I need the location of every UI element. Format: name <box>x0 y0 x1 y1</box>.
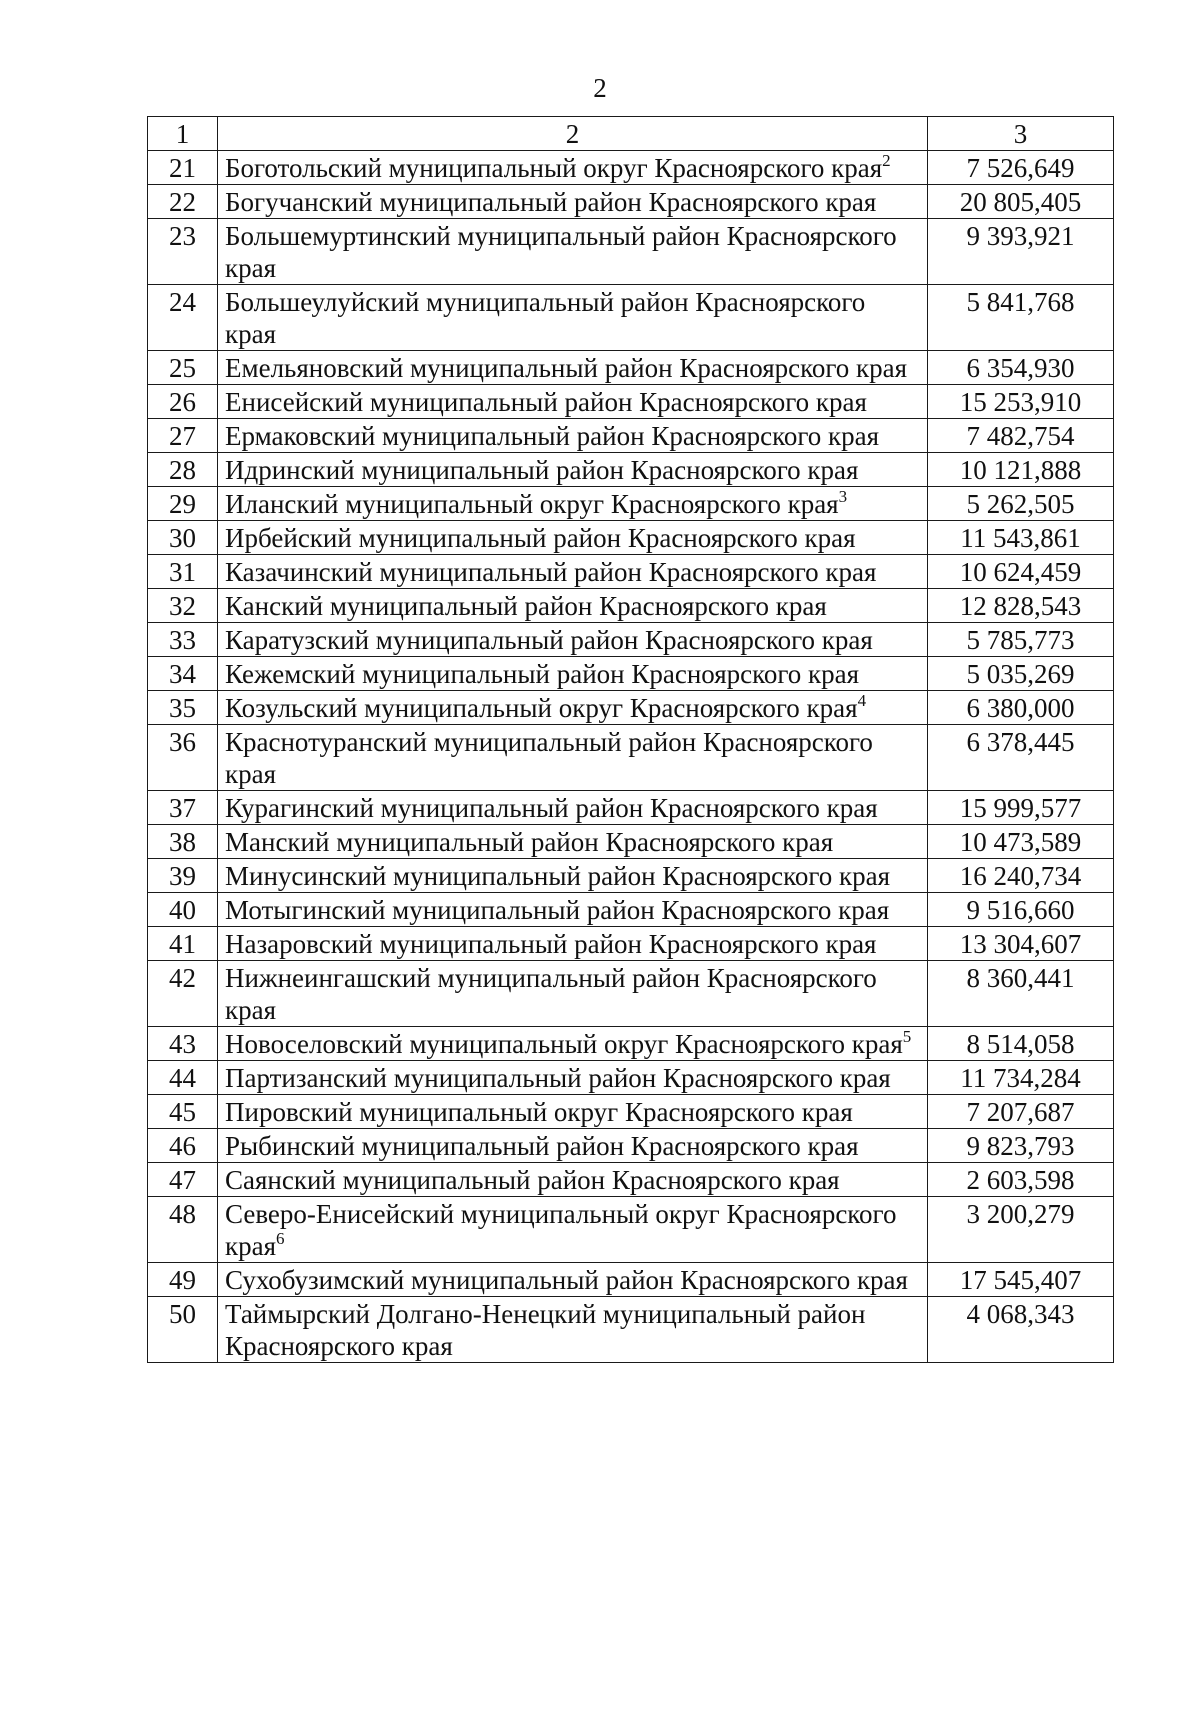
municipality-name-cell <box>218 1027 928 1061</box>
municipality-name-cell <box>218 285 928 351</box>
amount-value-cell: 17 545,407 <box>928 1263 1114 1297</box>
municipality-name-cell <box>218 521 928 555</box>
table-row <box>148 859 1114 893</box>
page-number: 2 <box>593 73 607 103</box>
municipality-name-cell <box>218 219 928 285</box>
table-row <box>148 419 1114 453</box>
row-number-cell: 43 <box>148 1027 218 1061</box>
municipality-name-cell <box>218 825 928 859</box>
amount-value-cell: 11 543,861 <box>928 521 1114 555</box>
municipality-name: Пировский муниципальный округ Красноярского края <box>225 1097 853 1127</box>
row-number-cell: 23 <box>148 219 218 285</box>
municipality-name: Большеулуйский муниципальный район Красноярского края <box>225 287 866 349</box>
municipality-name: Ермаковский муниципальный район Красноярского края <box>225 421 880 451</box>
table-row <box>148 151 1114 185</box>
amount-value-cell: 9 393,921 <box>928 219 1114 285</box>
row-number-cell: 50 <box>148 1297 218 1363</box>
row-number-cell: 39 <box>148 859 218 893</box>
footnote-marker: 3 <box>838 487 848 506</box>
amount-value-cell: 10 121,888 <box>928 453 1114 487</box>
table-row <box>148 825 1114 859</box>
row-number-cell: 36 <box>148 725 218 791</box>
municipality-name-cell <box>218 487 928 521</box>
amount-value-cell: 7 207,687 <box>928 1095 1114 1129</box>
row-number-cell: 40 <box>148 893 218 927</box>
footnote-marker: 6 <box>276 1229 285 1248</box>
amount-value-cell: 11 734,284 <box>928 1061 1114 1095</box>
municipality-name: Манский муниципальный район Красноярского края <box>225 827 834 857</box>
municipality-name-cell <box>218 657 928 691</box>
amount-value-cell: 10 473,589 <box>928 825 1114 859</box>
table-row <box>148 1263 1114 1297</box>
municipality-name: Большемуртинский муниципальный район Красноярского края <box>225 221 897 283</box>
municipality-name: Ирбейский муниципальный район Красноярского края <box>225 523 856 553</box>
row-number-cell: 34 <box>148 657 218 691</box>
municipality-name-cell <box>218 453 928 487</box>
table-row <box>148 219 1114 285</box>
amount-value-cell: 5 262,505 <box>928 487 1114 521</box>
amount-value-cell: 6 378,445 <box>928 725 1114 791</box>
amount-value-cell: 9 823,793 <box>928 1129 1114 1163</box>
municipality-name-cell <box>218 1061 928 1095</box>
amount-value-cell: 20 805,405 <box>928 185 1114 219</box>
amount-value-cell: 15 253,910 <box>928 385 1114 419</box>
municipality-name-cell <box>218 185 928 219</box>
header-cell-value: 3 <box>928 117 1114 151</box>
municipality-name: Северо-Енисейский муниципальный округ Красноярского края <box>225 1199 897 1261</box>
table-row <box>148 285 1114 351</box>
municipality-name-cell <box>218 589 928 623</box>
municipality-name: Рыбинский муниципальный район Красноярского края <box>225 1131 859 1161</box>
municipality-name: Таймырский Долгано-Ненецкий муниципальный район Красноярского края <box>225 1299 866 1361</box>
municipality-name: Енисейский муниципальный район Красноярского края <box>225 387 867 417</box>
row-number-cell: 44 <box>148 1061 218 1095</box>
municipality-name: Назаровский муниципальный район Красноярского края <box>225 929 877 959</box>
table-row <box>148 657 1114 691</box>
table-body <box>148 117 1114 1363</box>
amount-value-cell: 8 360,441 <box>928 961 1114 1027</box>
table-row <box>148 351 1114 385</box>
municipality-name-cell <box>218 351 928 385</box>
row-number-cell: 41 <box>148 927 218 961</box>
table-row <box>148 623 1114 657</box>
municipality-name-cell <box>218 1095 928 1129</box>
municipality-name-cell <box>218 893 928 927</box>
footnote-marker: 5 <box>902 1027 912 1046</box>
municipality-name: Саянский муниципальный район Красноярского края <box>225 1165 840 1195</box>
municipality-name: Краснотуранский муниципальный район Красноярского края <box>225 727 873 789</box>
municipality-name-cell <box>218 691 928 725</box>
municipality-name: Богучанский муниципальный район Красноярского края <box>225 187 877 217</box>
municipality-name-cell <box>218 927 928 961</box>
table-row <box>148 589 1114 623</box>
amount-value-cell: 7 526,649 <box>928 151 1114 185</box>
municipality-name-cell <box>218 1297 928 1363</box>
municipality-name-cell <box>218 1197 928 1263</box>
municipality-name: Козульский муниципальный округ Красноярского края <box>225 693 858 723</box>
municipality-name: Казачинский муниципальный район Красноярского края <box>225 557 877 587</box>
municipality-name: Иланский муниципальный округ Красноярского края <box>225 489 839 519</box>
amount-value-cell: 5 785,773 <box>928 623 1114 657</box>
row-number-cell: 37 <box>148 791 218 825</box>
municipality-name-cell <box>218 859 928 893</box>
row-number-cell: 21 <box>148 151 218 185</box>
table-row <box>148 927 1114 961</box>
row-number-cell: 49 <box>148 1263 218 1297</box>
row-number-cell: 35 <box>148 691 218 725</box>
amount-value-cell: 5 841,768 <box>928 285 1114 351</box>
municipality-name: Новоселовский муниципальный округ Красноярского края <box>225 1029 903 1059</box>
municipality-name: Минусинский муниципальный район Красноярского края <box>225 861 891 891</box>
amount-value-cell: 13 304,607 <box>928 927 1114 961</box>
amount-value-cell: 4 068,343 <box>928 1297 1114 1363</box>
municipality-name-cell <box>218 1263 928 1297</box>
row-number-cell: 33 <box>148 623 218 657</box>
municipality-name-cell <box>218 1129 928 1163</box>
table-row <box>148 961 1114 1027</box>
row-number-cell: 27 <box>148 419 218 453</box>
row-number-cell: 32 <box>148 589 218 623</box>
table-row <box>148 1027 1114 1061</box>
municipality-name: Нижнеингашский муниципальный район Красноярского края <box>225 963 877 1025</box>
table-row <box>148 453 1114 487</box>
municipality-name: Партизанский муниципальный район Красноярского края <box>225 1063 891 1093</box>
footnote-marker: 2 <box>882 151 891 170</box>
table-row <box>148 1297 1114 1363</box>
municipality-name: Каратузский муниципальный район Красноярского края <box>225 625 873 655</box>
row-number-cell: 22 <box>148 185 218 219</box>
amount-value-cell: 6 380,000 <box>928 691 1114 725</box>
municipality-name-cell <box>218 1163 928 1197</box>
municipality-name: Сухобузимский муниципальный район Красноярского края <box>225 1265 908 1295</box>
municipality-name-cell <box>218 385 928 419</box>
amount-value-cell: 7 482,754 <box>928 419 1114 453</box>
municipality-name: Мотыгинский муниципальный район Красноярского края <box>225 895 890 925</box>
table-row <box>148 555 1114 589</box>
municipality-name-cell <box>218 555 928 589</box>
municipality-name-cell <box>218 419 928 453</box>
row-number-cell: 30 <box>148 521 218 555</box>
table-row <box>148 791 1114 825</box>
municipalities-table <box>147 116 1114 1363</box>
row-number-cell: 24 <box>148 285 218 351</box>
table-row <box>148 1129 1114 1163</box>
row-number-cell: 29 <box>148 487 218 521</box>
table-header-row <box>148 117 1114 151</box>
amount-value-cell: 8 514,058 <box>928 1027 1114 1061</box>
row-number-cell: 25 <box>148 351 218 385</box>
municipality-name-cell <box>218 961 928 1027</box>
municipality-name-cell <box>218 151 928 185</box>
table-row <box>148 1163 1114 1197</box>
row-number-cell: 31 <box>148 555 218 589</box>
municipality-name-cell <box>218 725 928 791</box>
table-row <box>148 487 1114 521</box>
table-row <box>148 691 1114 725</box>
row-number-cell: 46 <box>148 1129 218 1163</box>
table-row <box>148 185 1114 219</box>
row-number-cell: 45 <box>148 1095 218 1129</box>
table-row <box>148 521 1114 555</box>
municipality-name: Боготольский муниципальный округ Красноярского края <box>225 153 883 183</box>
table-row <box>148 1061 1114 1095</box>
table-row <box>148 385 1114 419</box>
municipality-name: Кежемский муниципальный район Красноярского края <box>225 659 860 689</box>
table-row <box>148 893 1114 927</box>
amount-value-cell: 2 603,598 <box>928 1163 1114 1197</box>
row-number-cell: 38 <box>148 825 218 859</box>
footnote-marker: 4 <box>857 691 867 710</box>
amount-value-cell: 10 624,459 <box>928 555 1114 589</box>
amount-value-cell: 9 516,660 <box>928 893 1114 927</box>
municipality-name: Идринский муниципальный район Красноярского края <box>225 455 859 485</box>
municipality-name: Курагинский муниципальный район Красноярского края <box>225 793 878 823</box>
municipality-name: Канский муниципальный район Красноярского края <box>225 591 827 621</box>
table-row <box>148 1197 1114 1263</box>
amount-value-cell: 6 354,930 <box>928 351 1114 385</box>
row-number-cell: 28 <box>148 453 218 487</box>
amount-value-cell: 15 999,577 <box>928 791 1114 825</box>
table-row <box>148 725 1114 791</box>
amount-value-cell: 5 035,269 <box>928 657 1114 691</box>
table-row <box>148 1095 1114 1129</box>
header-cell-number: 1 <box>148 117 218 151</box>
municipality-name-cell <box>218 791 928 825</box>
row-number-cell: 26 <box>148 385 218 419</box>
row-number-cell: 42 <box>148 961 218 1027</box>
municipality-name-cell <box>218 623 928 657</box>
row-number-cell: 47 <box>148 1163 218 1197</box>
amount-value-cell: 12 828,543 <box>928 589 1114 623</box>
row-number-cell: 48 <box>148 1197 218 1263</box>
amount-value-cell: 16 240,734 <box>928 859 1114 893</box>
amount-value-cell: 3 200,279 <box>928 1197 1114 1263</box>
header-cell-name: 2 <box>218 117 928 151</box>
municipality-name: Емельяновский муниципальный район Красноярского края <box>225 353 908 383</box>
